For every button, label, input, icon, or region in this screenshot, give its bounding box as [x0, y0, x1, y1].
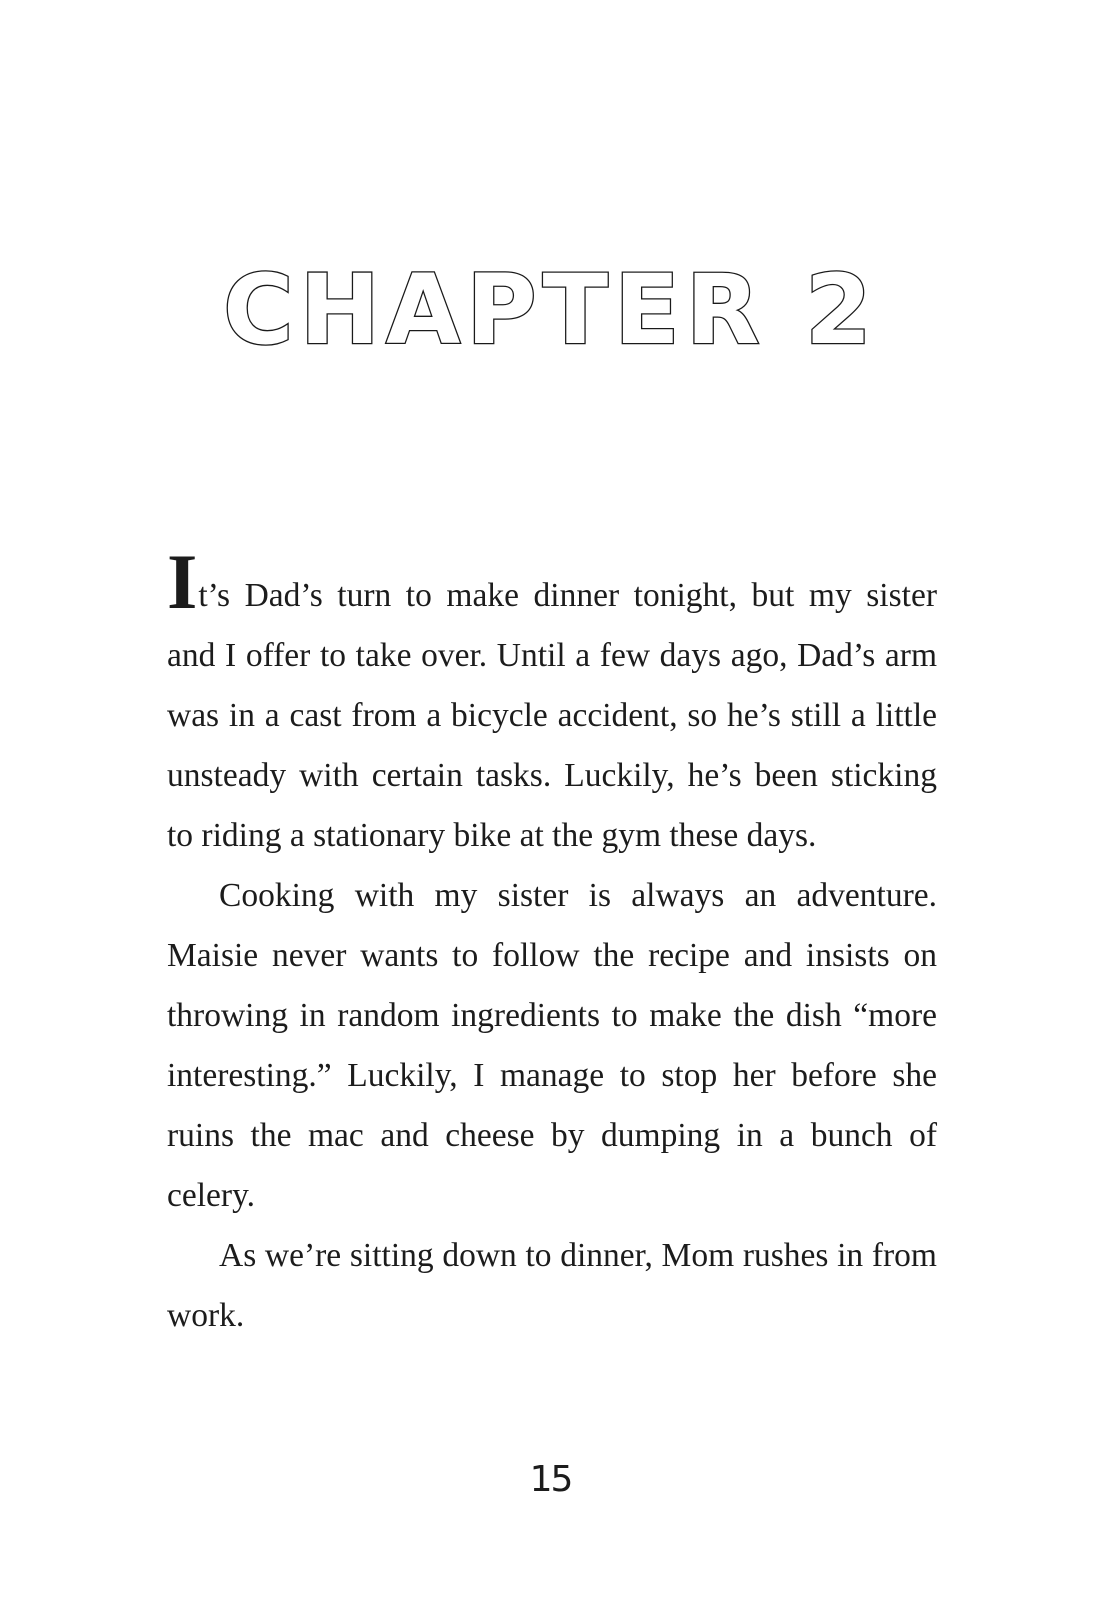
paragraph-2: Cooking with my sister is always an adventure. Maisie never wants to follow the recipe and insists on throwing in random ingredients to make the dish “more interesting.” Luckily, I manage to stop her before she ruins the mac and cheese by dumping in a bunch of celery.: [167, 877, 937, 1214]
drop-cap: I: [167, 538, 198, 625]
chapter-body: [167, 538, 937, 1346]
chapter-title: CHAPTER 2: [223, 254, 878, 366]
paragraph-3: As we’re sitting down to dinner, Mom rushes in from work.: [167, 1237, 937, 1334]
page-number: 15: [529, 1459, 572, 1500]
paragraph-1-text: t’s Dad’s turn to make dinner tonight, but my sister and I offer to take over. Until a few days ago, Dad’s arm was in a cast from a bicycle accident, so he’s still a little unsteady with certain tasks. Luckily, he’s been sticking to riding a stationary bike at the gym these days.: [167, 577, 937, 854]
paragraph-1: [167, 538, 937, 866]
